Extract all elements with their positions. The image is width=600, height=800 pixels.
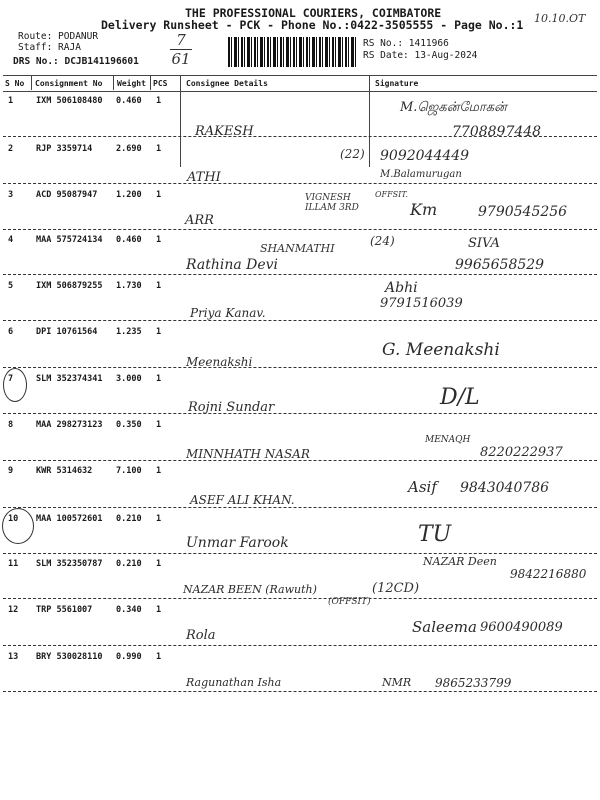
- handwritten-count: [170, 32, 192, 67]
- row-sno: 7: [8, 374, 14, 384]
- row-consignment: BRY 530028110: [36, 652, 103, 662]
- row-signature: Abhi: [385, 280, 418, 296]
- row-weight: 1.200: [116, 190, 142, 200]
- row-note: (OFFSIT): [328, 597, 371, 607]
- row-consignee: ARR: [185, 213, 214, 228]
- row-signature: G. Meenakshi: [382, 340, 500, 360]
- row-sno: 8: [8, 420, 14, 430]
- row-consignment: RJP 3359714: [36, 144, 93, 154]
- handwritten-date: 10.10.OT: [534, 12, 586, 25]
- row-consignee: ATHI: [187, 170, 221, 185]
- row-pcs: 1: [156, 235, 162, 245]
- row-pcs: 1: [156, 605, 162, 615]
- row-divider: [3, 367, 597, 368]
- staff-label: Staff: RAJA: [18, 42, 81, 53]
- row-divider: [3, 413, 597, 414]
- row-divider: [3, 553, 597, 554]
- row-signature: Km: [410, 200, 438, 219]
- row-sno: 9: [8, 466, 14, 476]
- row-signature: M.Balamurugan: [380, 169, 462, 180]
- row-weight: 0.340: [116, 605, 142, 615]
- row-phone: 9600490089: [480, 620, 563, 635]
- row-phone: 9865233799: [435, 676, 512, 690]
- handwritten-count-top: 7: [176, 31, 186, 49]
- row-consignment: MAA 298273123: [36, 420, 103, 430]
- row-signature: NAZAR Deen: [423, 555, 497, 568]
- row-consignee: Rola: [186, 628, 216, 643]
- row-consignment: DPI 10761564: [36, 327, 98, 337]
- row-weight: 0.460: [116, 235, 142, 245]
- row-divider: [3, 183, 597, 184]
- row-note: VIGNESH ILLAM 3RD: [305, 193, 359, 213]
- row-weight: 1.235: [116, 327, 142, 337]
- row-divider: [3, 460, 597, 461]
- row-extra: (24): [370, 234, 395, 248]
- row-signature: M.ஜெகன்மோகன்: [400, 100, 507, 115]
- row-consignment: TRP 5561007: [36, 605, 93, 615]
- row-pcs: 1: [156, 559, 162, 569]
- row-pcs: 1: [156, 190, 162, 200]
- row-signature: Asif: [408, 478, 437, 496]
- row-weight: 0.990: [116, 652, 142, 662]
- rs-date: RS Date: 13-Aug-2024: [363, 50, 478, 61]
- row-pcs: 1: [156, 327, 162, 337]
- col-pcs: PCS: [153, 79, 168, 88]
- row-sno: 5: [8, 281, 14, 291]
- row-sno: 10: [8, 514, 19, 524]
- row-signature: D/L: [440, 385, 480, 410]
- row-weight: 7.100: [116, 466, 142, 476]
- row-signature: TU: [418, 522, 452, 547]
- row-divider: [3, 691, 597, 692]
- column-divider: [369, 75, 370, 167]
- row-divider: [3, 274, 597, 275]
- row-pcs: 1: [156, 420, 162, 430]
- row-divider: [3, 645, 597, 646]
- row-pcs: 1: [156, 374, 162, 384]
- handwritten-count-bottom: 61: [171, 50, 191, 68]
- row-signature: SIVA: [468, 236, 500, 251]
- row-divider: [3, 320, 597, 321]
- row-extra: OFFSIT.: [375, 190, 409, 199]
- col-weight: Weight: [117, 79, 146, 88]
- row-consignee: NAZAR BEEN (Rawuth): [183, 583, 317, 596]
- column-divider: [31, 75, 32, 90]
- row-consignment: IXM 506879255: [36, 281, 103, 291]
- row-consignment: ACD 95087947: [36, 190, 98, 200]
- row-consignee: ASEF ALI KHAN.: [190, 493, 295, 507]
- row-sno: 2: [8, 144, 14, 154]
- row-phone: 9791516039: [380, 296, 463, 311]
- row-weight: 0.210: [116, 514, 142, 524]
- row-signature: Saleema: [412, 618, 477, 636]
- row-consignee: Priya Kanav.: [190, 306, 266, 320]
- row-sno: 11: [8, 559, 19, 569]
- row-sno: 3: [8, 190, 14, 200]
- row-divider: [3, 229, 597, 230]
- row-weight: 0.210: [116, 559, 142, 569]
- row-sno: 13: [8, 652, 19, 662]
- row-weight: 0.350: [116, 420, 142, 430]
- row-consignee: RAKESH: [195, 124, 254, 139]
- row-pcs: 1: [156, 281, 162, 291]
- row-sno: 12: [8, 605, 19, 615]
- column-divider: [180, 75, 181, 167]
- row-pcs: 1: [156, 96, 162, 106]
- row-divider: [3, 598, 597, 599]
- row-phone: 9790545256: [478, 204, 568, 220]
- row-weight: 0.460: [116, 96, 142, 106]
- row-pcs: 1: [156, 652, 162, 662]
- row-consignee: Unmar Farook: [186, 535, 289, 551]
- row-weight: 1.730: [116, 281, 142, 291]
- row-signature: NMR: [382, 676, 412, 689]
- document-subtitle: Delivery Runsheet - PCK - Phone No.:0422-3505555 - Page No.:1: [101, 18, 524, 32]
- row-circle-mark: [3, 368, 27, 402]
- row-phone: 9843040786: [460, 480, 550, 496]
- row-note: SHANMATHI: [260, 242, 335, 255]
- row-divider: [3, 507, 597, 508]
- row-consignee: Rathina Devi: [186, 257, 279, 273]
- row-consignment: SLM 352374341: [36, 374, 103, 384]
- row-extra: (12CD): [372, 581, 420, 596]
- row-consignment: SLM 352350787: [36, 559, 103, 569]
- row-consignment: MAA 575724134: [36, 235, 103, 245]
- row-weight: 3.000: [116, 374, 142, 384]
- row-consignee: MINNHATH NASAR: [186, 447, 310, 461]
- row-sno: 1: [8, 96, 14, 106]
- row-weight: 2.690: [116, 144, 142, 154]
- row-pcs: 1: [156, 514, 162, 524]
- row-phone: 8220222937: [480, 445, 563, 460]
- row-pcs: 1: [156, 466, 162, 476]
- document-title: THE PROFESSIONAL COURIERS, COIMBATORE: [185, 6, 442, 20]
- col-consignee: Consignee Details: [186, 79, 268, 88]
- row-consignee: Rojni Sundar: [188, 400, 275, 415]
- row-sno: 6: [8, 327, 14, 337]
- row-pcs: 1: [156, 144, 162, 154]
- column-divider: [113, 75, 114, 90]
- drs-number: DRS No.: DCJB141196601: [13, 56, 139, 67]
- row-signature: MENAQH: [425, 435, 471, 445]
- row-phone: 9092044449: [380, 148, 470, 164]
- row-divider: [3, 136, 597, 137]
- col-sno: S No: [5, 79, 25, 88]
- row-consignment: MAA 100572601: [36, 514, 103, 524]
- row-consignee: Meenakshi: [186, 355, 253, 369]
- row-consignment: IXM 506108480: [36, 96, 103, 106]
- col-signature: Signature: [375, 79, 419, 88]
- table-header: [3, 75, 597, 92]
- row-phone: 7708897448: [452, 124, 542, 140]
- row-phone: 9965658529: [455, 257, 545, 273]
- row-consignment: KWR 5314632: [36, 466, 93, 476]
- row-sno: 4: [8, 235, 14, 245]
- row-consignee: Ragunathan Isha: [186, 676, 282, 689]
- column-divider: [150, 75, 151, 90]
- col-consignment: Consignment No: [35, 79, 103, 88]
- row-phone: 9842216880: [510, 567, 587, 581]
- route-label: Route: PODANUR: [18, 31, 99, 42]
- rs-number: RS No.: 1411966: [363, 38, 449, 49]
- barcode-image: [228, 37, 356, 67]
- row-note: (22): [340, 147, 365, 161]
